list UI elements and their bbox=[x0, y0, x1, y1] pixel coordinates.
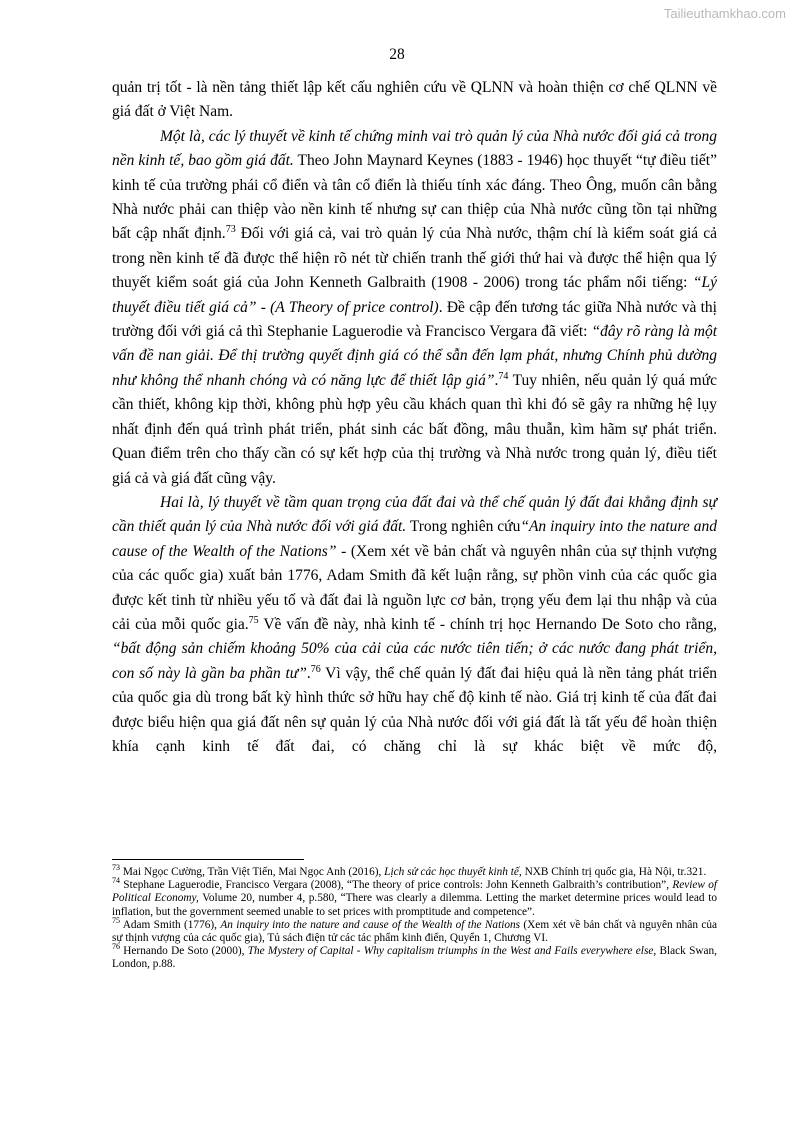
footnote-text: NXB Chính trị quốc gia, Hà Nội, tr.321. bbox=[521, 866, 707, 878]
footnote-text: (Xem xét về bản chất và nguyên nhân của sự thịnh vượng của các quốc gia), Tủ sách điện tử các tác phẩm kinh điển, Quyển 1, Chương VI. bbox=[112, 918, 718, 945]
footnote-ref-74[interactable]: 74 bbox=[498, 370, 509, 382]
paragraph-1 bbox=[112, 76, 717, 125]
page-number: 28 bbox=[389, 46, 405, 63]
paragraph-2-text-4: . bbox=[494, 371, 499, 389]
paragraph-3-italic-1: “An inquiry into the nature and cause of the Wealth of the Nations” bbox=[112, 518, 717, 560]
footnote-ref-76[interactable]: 76 bbox=[310, 663, 321, 675]
footnote-73 bbox=[112, 863, 717, 879]
paragraph-2-text-3: . Đề cập đến tương tác giữa Nhà nước và thị trường đối với giá cả thì Stephanie Laguerodie và Francisco Vergara đã viết: bbox=[112, 298, 717, 341]
watermark-text: Tailieuthamkhao.com bbox=[663, 6, 786, 21]
footnote-number: 74 bbox=[112, 876, 120, 886]
footnote-divider bbox=[112, 859, 304, 860]
footnote-ref-73[interactable]: 73 bbox=[225, 224, 236, 236]
paragraph-3-quote: “bất động sản chiếm khoảng 50% của cải của các nước tiên tiến; ở các nước đang phát triển, con số này là gần ba phần tư” bbox=[112, 640, 717, 682]
footnote-title: An inquiry into the nature and cause of the Wealth of the Nations bbox=[220, 918, 521, 931]
footnote-text: Mai Ngọc Cường, Trần Việt Tiến, Mai Ngọc Anh (2016), bbox=[120, 866, 385, 878]
paragraph-2-text-5: Tuy nhiên, nếu quản lý quá mức cần thiết, không kịp thời, không phù hợp yêu cầu khách quan thì khi đó sẽ gây ra những hệ lụy nhất định đến quá trình phát triển, phát sinh các bất đồng, mâu thuẫn, kìm hãm sự phát triển. Quan điểm trên cho thấy cần có sự kết hợp của thị trường và Nhà nước trong quản lý, điều tiết giá cả và giá đất cũng vậy. bbox=[112, 371, 717, 487]
paragraph-2 bbox=[112, 125, 717, 491]
paragraph-2-text-2: Đối với giá cả, vai trò quản lý của Nhà nước, thậm chí là kiểm soát giá cả trong nền kinh tế đã được thể hiện rõ nét từ chiến tranh thế giới thứ hai và được thể hiện qua lý thuyết kiểm soát giá của John Kenneth Galbraith (1908 - 2006) trong tác phẩm nổi tiếng: bbox=[112, 225, 717, 292]
body-text bbox=[112, 76, 717, 759]
footnote-number: 75 bbox=[112, 916, 120, 926]
footnote-75 bbox=[112, 916, 718, 945]
footnote-number: 76 bbox=[112, 942, 120, 952]
paragraph-3-text-4: . bbox=[306, 664, 311, 682]
footnote-text: Adam Smith (1776), bbox=[120, 918, 221, 931]
footnote-text: Volume 20, number 4, p.580, “There was clearly a dilemma. Letting the market determine prices would lead to inflation, but the government seemed unable to set prices with promptitude and competence”. bbox=[112, 892, 717, 918]
paragraph-3-text-2: - (Xem xét về bản chất và nguyên nhân của sự thịnh vượng của các quốc gia) xuất bản 1776, Adam Smith đã kết luận rằng, sự phồn vinh của các quốc gia được kết tinh từ nhiều yếu tố và đất đai là nguồn lực cơ bản, trọng yếu đem lại thu nhập và của cải của mỗi quốc gia. bbox=[112, 542, 717, 633]
paragraph-1-text: quản trị tốt - là nền tảng thiết lập kết cấu nghiên cứu về QLNN và hoàn thiện cơ chế QLNN về giá đất ở Việt Nam. bbox=[112, 79, 717, 121]
paragraph-2-text-1: Theo John Maynard Keynes (1883 - 1946) học thuyết “tự điều tiết” kinh tế của trường phái cổ điển và tân cổ điển là thiếu tính xác đáng. Theo Ông, muốn cân bằng Nhà nước phải can thiệp vào nền kinh tế nhưng sự can thiệp của Nhà nước cũng tồn tại những bất cập nhất định. bbox=[112, 152, 717, 243]
paragraph-2-italic-1: “Lý thuyết điều tiết giá cả” - (A Theory of price control) bbox=[112, 274, 717, 316]
footnote-number: 73 bbox=[112, 863, 120, 873]
paragraph-3-text-5: Vì vậy, thể chế quản lý đất đai hiệu quả là nền tảng phát triển của quốc gia dù trong bất kỳ hình thức sở hữu hay chế độ kinh tế nào. Giá trị kinh tế của đất đai được biểu hiện qua giá đất nên sự quản lý của Nhà nước đối với giá đất là tất yếu để hoàn thiện khía cạnh kinh tế đất đai, có chăng chỉ là sự khác biệt về mức độ, bbox=[112, 664, 717, 755]
footnote-text: Stephane Laguerodie, Francisco Vergara (2008), “The theory of price controls: John Kenneth Galbraith’s contribution”, bbox=[120, 879, 673, 892]
paragraph-3-lead: Hai là, lý thuyết về tầm quan trọng của đất đai và thể chế quản lý đất đai khẳng định sự cần thiết quản lý của Nhà nước đối với giá đất. bbox=[112, 493, 717, 536]
footnote-title: Review of Political Economy, bbox=[112, 879, 717, 905]
footnotes bbox=[112, 863, 718, 972]
footnote-text: Hernando De Soto (2000), bbox=[120, 945, 248, 958]
paragraph-2-lead: Một là, các lý thuyết về kinh tế chứng minh vai trò quản lý của Nhà nước đối giá cả trong nền kinh tế, bao gồm giá đất. bbox=[112, 127, 717, 170]
footnote-ref-75[interactable]: 75 bbox=[248, 614, 259, 626]
footnote-title: The Mystery of Capital - Why capitalism triumphs in the West and Fails everywhere else bbox=[247, 945, 654, 958]
paragraph-2-quote: “đây rõ ràng là một vấn đề nan giải. Để thị trường quyết định giá có thể sẫn đến lạm phát, nhưng Chính phủ dường như không thể nhanh chóng và có năng lực để thiết lập giá” bbox=[112, 323, 717, 389]
footnote-text: , Black Swan, London, p.88. bbox=[112, 945, 718, 971]
footnote-74 bbox=[112, 876, 717, 919]
paragraph-3-text-1: Trong nghiên cứu bbox=[406, 518, 521, 536]
footnote-title: Lịch sử các học thuyết kinh tế, bbox=[384, 866, 522, 878]
paragraph-3-text-3: Về vấn đề này, nhà kinh tế - chính trị học Hernando De Soto cho rằng, bbox=[258, 615, 717, 633]
footnote-76 bbox=[112, 942, 718, 971]
paragraph-3 bbox=[112, 491, 717, 759]
